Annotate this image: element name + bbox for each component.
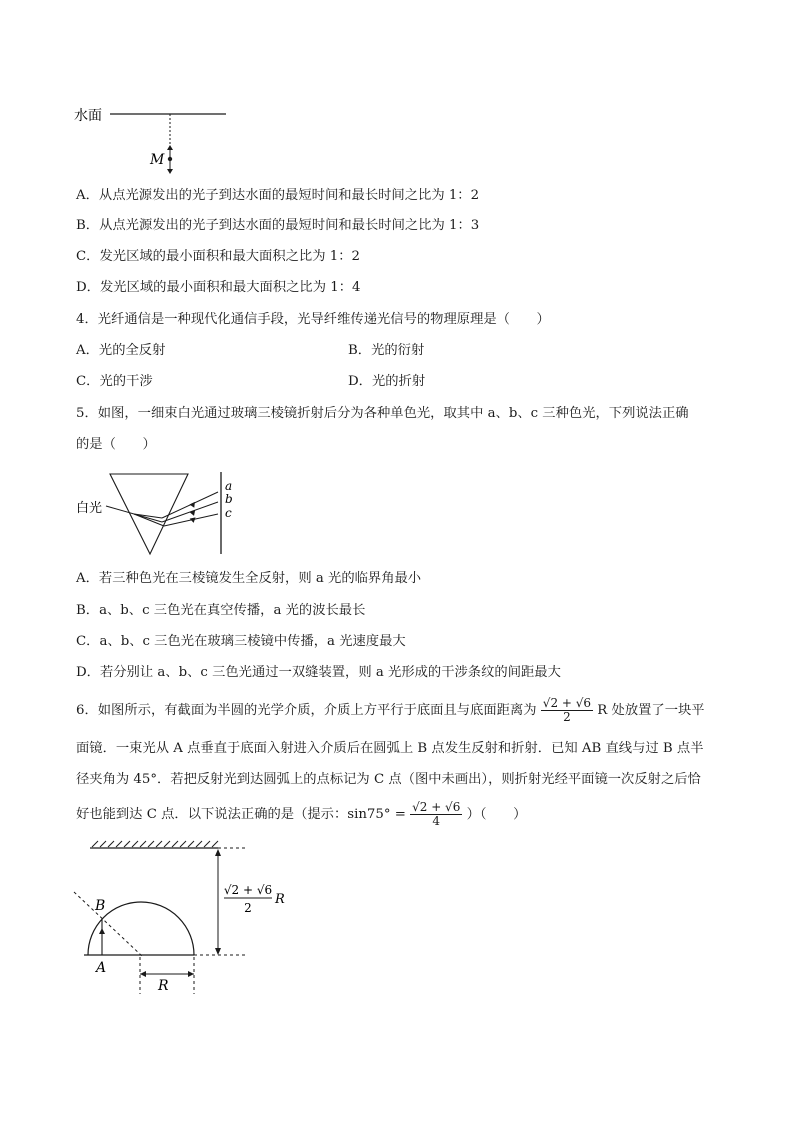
- q5-stem-line2: 的是（ ）: [76, 437, 156, 452]
- label-c: c: [225, 506, 232, 520]
- label-b: B: [95, 898, 106, 914]
- q5-option-a: A．若三种色光在三棱镜发生全反射，则 a 光的临界角最小: [76, 571, 422, 586]
- label-a: A: [96, 960, 107, 976]
- fraction-denominator: 2: [563, 710, 571, 724]
- q5-stem-line1: 5．如图，一细束白光通过玻璃三棱镜折射后分为各种单色光，取其中 a、b、c 三种色光，下列说法正确: [76, 406, 689, 421]
- r-arrow-right-icon: [188, 971, 194, 977]
- water-surface-figure: [70, 100, 240, 180]
- label-a: a: [225, 479, 233, 493]
- prism-triangle: [110, 474, 188, 554]
- q4-stem: 4．光纤通信是一种现代化通信手段，光导纤维传递光信号的物理原理是（ ）: [76, 312, 550, 327]
- radius-dashed-line: [74, 892, 142, 956]
- distance-arrow-up-icon: [215, 849, 221, 856]
- q4-option-d: D．光的折射: [348, 374, 426, 389]
- hint-denominator: 4: [432, 814, 441, 828]
- incident-ray: [106, 506, 134, 514]
- q6-stem-line3: 径夹角为 45°．若把反射光到达圆弧上的点标记为 C 点（图中未画出），则折射光经平面镜一次反射之后恰: [76, 772, 701, 787]
- point-m: [168, 157, 172, 161]
- q3-option-b: B．从点光源发出的光子到达水面的最短时间和最长时间之比为 1：3: [76, 218, 480, 233]
- q4-option-c: C．光的干涉: [76, 374, 153, 389]
- arrow-down-icon: [167, 169, 173, 174]
- white-light-label: 白光: [76, 501, 103, 516]
- q6-stem-line1-start: 6．如图所示，有截面为半圆的光学介质，介质上方平行于底面且与底面距离为: [76, 703, 537, 718]
- ray-ab-arrow-icon: [99, 928, 105, 934]
- hint-numerator: √2 + √6: [412, 800, 461, 814]
- mirror-hatching: [92, 841, 218, 847]
- q6-stem-line4-start: 好也能到达 C 点．以下说法正确的是（提示：sin75° =: [76, 807, 406, 822]
- arrow-b-icon: [189, 510, 196, 517]
- m-label: M: [150, 152, 165, 168]
- q4-option-a: A．光的全反射: [76, 343, 166, 358]
- arrow-up-icon: [167, 145, 173, 150]
- fraction-numerator: √2 + √6: [542, 696, 592, 710]
- fig-fraction-numerator: √2 + √6: [223, 883, 273, 897]
- fig-fraction-denominator: 2: [244, 901, 252, 915]
- r-arrow-left-icon: [140, 971, 146, 977]
- distance-arrow-down-icon: [215, 948, 221, 955]
- q3-option-a: A．从点光源发出的光子到达水面的最短时间和最长时间之比为 1：2: [76, 188, 480, 203]
- q6-stem-line4: [76, 800, 526, 830]
- q5-option-c: C．a、b、c 三色光在玻璃三棱镜中传播，a 光速度最大: [76, 634, 406, 649]
- q3-option-d: D．发光区域的最小面积和最大面积之比为 1：4: [76, 280, 361, 295]
- water-surface-label: 水面: [74, 108, 102, 124]
- prism-figure: [72, 470, 252, 560]
- q6-stem-line1: [76, 696, 705, 726]
- q6-hint-fraction: [410, 801, 462, 828]
- label-b: b: [225, 492, 233, 506]
- q5-option-d: D．若分别让 a、b、c 三色光通过一双缝装置，则 a 光形成的干涉条纹的间距最大: [76, 665, 561, 680]
- arrow-a-icon: [189, 502, 197, 509]
- fig-fraction-r: R: [275, 892, 285, 907]
- q5-option-b: B．a、b、c 三色光在真空传播，a 光的波长最长: [76, 603, 366, 618]
- q3-option-c: C．发光区域的最小面积和最大面积之比为 1：2: [76, 249, 360, 264]
- semicircle-mirror-figure: [70, 838, 300, 998]
- q6-stem-line2: 面镜．一束光从 A 点垂直于底面入射进入介质后在圆弧上 B 点发生反射和折射．已知 AB 直线与过 B 点半: [76, 741, 704, 756]
- q6-stem-line4-end: ）（ ）: [466, 807, 527, 822]
- q6-distance-fraction: [541, 697, 593, 724]
- q4-option-b: B．光的衍射: [348, 343, 425, 358]
- label-r: R: [158, 978, 169, 994]
- q6-stem-line1-end: R 处放置了一块平: [597, 703, 705, 718]
